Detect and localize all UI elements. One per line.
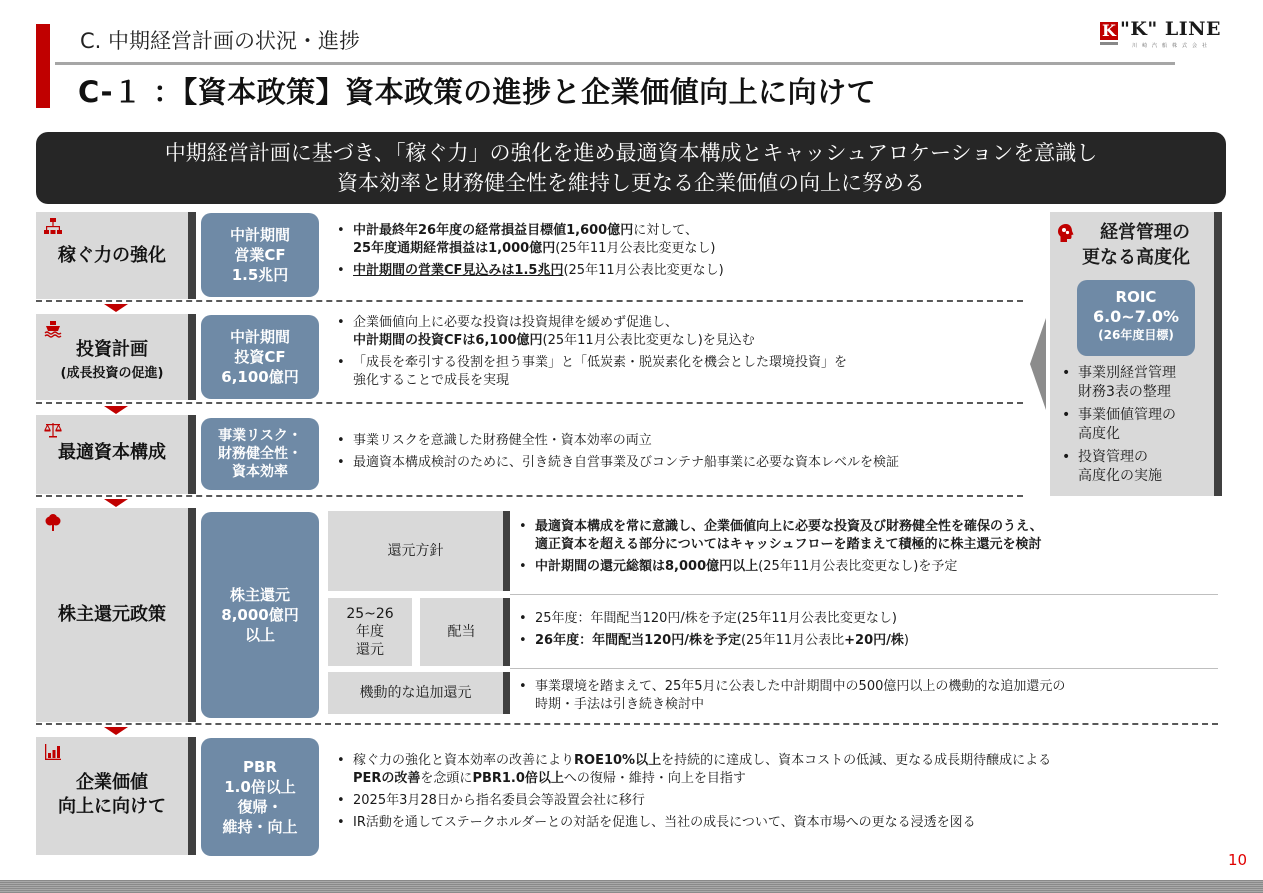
- text: (25年11月公表比: [740, 633, 845, 648]
- category-label: 稼ぐ力の強化: [58, 245, 166, 266]
- kpi-pill-operating-cf: [201, 213, 319, 297]
- bold-text: 25年度通期経常損益は1,000億円: [353, 241, 556, 256]
- header-divider: [55, 62, 1175, 65]
- category-label: 株主還元政策: [58, 604, 166, 625]
- roic-target-pill: [1077, 280, 1195, 356]
- bullet-item: [515, 632, 1215, 650]
- row-divider: [36, 300, 1023, 302]
- pill-line: 財務健全性・: [218, 446, 302, 462]
- pill-line: PBR: [243, 758, 277, 776]
- category-label-line: 企業価値: [76, 772, 148, 793]
- text: 財務3表の整理: [1078, 384, 1171, 400]
- earning-power-bullets: [333, 222, 1033, 284]
- flow-arrow-icon: [104, 499, 128, 507]
- period-line: 還元: [355, 642, 384, 658]
- bullet-item: • IR活動を通してステークホルダーとの対話を促進し、当社の成長について、資本市場への更なる浸透を図る: [333, 814, 1213, 832]
- kpi-pill-shareholder-return: [201, 512, 319, 718]
- category-label: 最適資本構成: [58, 442, 166, 463]
- divider-bar: [503, 672, 510, 714]
- tree-icon: [44, 514, 62, 532]
- bold-text: 最適資本構成を常に意識し、企業価値向上に必要な投資及び財務健全性を確保のうえ、: [535, 519, 1043, 534]
- category-label: [36, 338, 188, 386]
- flow-arrow-icon: [104, 304, 128, 312]
- row-divider: [36, 723, 1218, 725]
- company-logo: [1100, 18, 1230, 50]
- text: (25年11月公表比変更なし): [555, 241, 716, 256]
- bold-text: 中計最終年26年度の経常損益目標値1,600億円: [353, 223, 634, 238]
- roic-label: ROIC: [1115, 288, 1157, 306]
- row-divider: [36, 495, 1023, 497]
- text: (25年11月公表比変更なし)を予定: [758, 559, 958, 574]
- text: 高度化の実施: [1078, 468, 1162, 484]
- capital-structure-bullets: [333, 432, 1023, 476]
- logo-name: "K" LINE: [1120, 18, 1222, 40]
- pill-line: 6,100億円: [221, 368, 299, 386]
- panel-title-line: 経営管理の: [1100, 222, 1190, 243]
- bullet-item: [333, 222, 1033, 258]
- text: 時期・手法は引き続き検討中: [535, 697, 705, 712]
- pill-line: 中計期間: [229, 328, 290, 346]
- period-line: 年度: [355, 624, 384, 640]
- bullet-item: [333, 262, 1033, 280]
- roic-note: (26年度目標): [1098, 328, 1174, 342]
- bullet-item: • 25年度：年間配当120円/株を予定(25年11月公表比変更なし): [515, 610, 1215, 628]
- logo-underbar: [1100, 42, 1118, 45]
- pill-line: 復帰・: [237, 798, 283, 816]
- logo-subtitle: 川崎汽船株式会社: [1132, 43, 1213, 49]
- return-period-label: [328, 598, 412, 666]
- bold-text: 中計期間の投資CFは6,100億円: [353, 333, 543, 348]
- management-panel: [1050, 212, 1222, 496]
- bold-text: 26年度：年間配当120円/株を予定: [535, 633, 741, 648]
- kpi-pill-pbr: [201, 738, 319, 856]
- bullet-item: [333, 314, 1023, 350]
- pill-line: 資本効率: [232, 464, 288, 480]
- header-accent-bar: [36, 24, 50, 108]
- bullet-item: [1058, 448, 1218, 486]
- text: への復帰・維持・向上を目指す: [563, 771, 746, 786]
- text: 企業価値向上に必要な投資は投資規律を緩めず促進し、: [353, 315, 679, 330]
- row-divider: [36, 402, 1023, 404]
- pill-line: 1.5兆円: [231, 266, 289, 284]
- dividend-bullets: [515, 610, 1215, 654]
- bullet-item: [515, 678, 1215, 714]
- footer-bar: [0, 880, 1263, 893]
- category-investment: [36, 314, 196, 400]
- flow-arrow-icon: [104, 406, 128, 414]
- divider-bar: [503, 598, 510, 666]
- pill-line: 8,000億円: [221, 606, 299, 624]
- bullet-item: [1058, 364, 1218, 402]
- org-chart-icon: [44, 218, 62, 236]
- text: を持続的に達成し、資本コストの低減、更なる成長期待醸成による: [661, 753, 1052, 768]
- return-policy-bullets: [515, 518, 1215, 580]
- panel-title-line: 更なる高度化: [1082, 247, 1190, 268]
- bullet-item: • 事業リスクを意識した財務健全性・資本効率の両立: [333, 432, 1023, 450]
- banner-line-1: 中期経営計画に基づき、「稼ぐ力」の強化を進め最適資本構成とキャッシュアロケーションを意識し: [164, 141, 1098, 165]
- additional-return-label: 機動的な追加還元: [328, 672, 503, 714]
- bold-text: PBR1.0倍以上: [472, 771, 564, 786]
- text: (25年11月公表比変更なし)を見込む: [542, 333, 755, 348]
- head-gears-icon: [1058, 224, 1074, 242]
- text: 稼ぐ力の強化と資本効率の改善により: [353, 753, 575, 768]
- ship-icon: [44, 320, 62, 338]
- bold-text: 適正資本を超える部分についてはキャッシュフローを踏まえて積極的に株主還元を検討: [535, 537, 1042, 552]
- divider-bar: [503, 511, 510, 591]
- return-policy-label: 還元方針: [328, 511, 503, 591]
- bracket-chevron-icon: [1030, 318, 1046, 410]
- category-capital-structure: [36, 415, 196, 494]
- text: 事業価値管理の: [1078, 407, 1176, 423]
- section-label: C. 中期経営計画の状況・進捗: [80, 29, 361, 53]
- pill-line: 以上: [244, 626, 275, 644]
- text: を念頭に: [420, 771, 473, 786]
- bullet-item: [333, 354, 1023, 390]
- bold-text: ROE10%以上: [574, 753, 662, 768]
- page-title: C-１ ：【資本政策】資本政策の進捗と企業価値向上に向けて: [78, 75, 877, 109]
- pill-line: 投資CF: [234, 348, 286, 366]
- bullet-item: [333, 752, 1213, 788]
- text: 「成長を牽引する役割を担う事業」と「低炭素・脱炭素化を機会とした環境投資」を: [353, 355, 848, 370]
- bullet-item: • 2025年3月28日から指名委員会等設置会社に移行: [333, 792, 1213, 810]
- bullet-item: [515, 518, 1215, 554]
- bold-text: PERの改善: [353, 771, 421, 786]
- scales-icon: [44, 421, 62, 439]
- bullet-item: [515, 558, 1215, 576]
- category-label-line: 向上に向けて: [58, 796, 166, 817]
- kpi-pill-investment-cf: [201, 315, 319, 399]
- category-shareholder-return: [36, 508, 196, 722]
- pill-line: 維持・向上: [222, 818, 298, 836]
- text: 事業環境を踏まえて、25年5月に公表した中計期間中の500億円以上の機動的な追加還元の: [535, 679, 1066, 694]
- category-label-main: 投資計画: [76, 339, 148, 360]
- category-earning-power: [36, 212, 196, 299]
- text: に対して、: [633, 223, 698, 238]
- panel-bullets: [1058, 364, 1218, 490]
- text: 高度化: [1078, 426, 1120, 442]
- roic-value: 6.0~7.0%: [1092, 307, 1180, 326]
- page-number: 10: [1228, 851, 1248, 869]
- kpi-pill-capital-structure: [201, 418, 319, 490]
- category-label: [36, 771, 188, 819]
- summary-banner: [36, 132, 1226, 204]
- pill-line: 事業リスク・: [218, 428, 302, 444]
- text: (25年11月公表比変更なし): [563, 263, 724, 278]
- flow-arrow-icon: [104, 727, 128, 735]
- category-corporate-value: [36, 737, 196, 855]
- period-line: 25~26: [346, 606, 394, 622]
- investment-bullets: [333, 314, 1023, 394]
- text: 投資管理の: [1078, 449, 1148, 465]
- row-divider: [510, 668, 1218, 669]
- pill-line: 中計期間: [229, 226, 290, 244]
- pill-line: 株主還元: [229, 586, 290, 604]
- dividend-label: 配当: [420, 598, 503, 666]
- bold-underline-text: 中計期間の営業CF見込みは1.5兆円: [353, 263, 564, 278]
- logo-k-mark-icon: K: [1100, 22, 1118, 40]
- row-divider: [510, 594, 1218, 595]
- bullet-item: [1058, 406, 1218, 444]
- bold-text: 中計期間の還元総額は8,000億円以上: [535, 559, 759, 574]
- category-label-sub: (成長投資の促進): [60, 366, 164, 381]
- text: 強化することで成長を実現: [353, 373, 510, 388]
- pill-line: 営業CF: [234, 246, 286, 264]
- text: ): [903, 633, 909, 648]
- text: 事業別経営管理: [1078, 365, 1176, 381]
- bar-chart-icon: [44, 743, 62, 761]
- bold-text: +20円/株: [844, 633, 904, 648]
- panel-title: [1056, 220, 1216, 270]
- banner-line-2: 資本効率と財務健全性を維持し更なる企業価値の向上に努める: [337, 171, 925, 195]
- bullet-item: • 最適資本構成検討のために、引き続き自営事業及びコンテナ船事業に必要な資本レベルを検証: [333, 454, 1023, 472]
- corporate-value-bullets: [333, 752, 1213, 836]
- additional-return-bullets: [515, 678, 1215, 718]
- pill-line: 1.0倍以上: [224, 778, 296, 796]
